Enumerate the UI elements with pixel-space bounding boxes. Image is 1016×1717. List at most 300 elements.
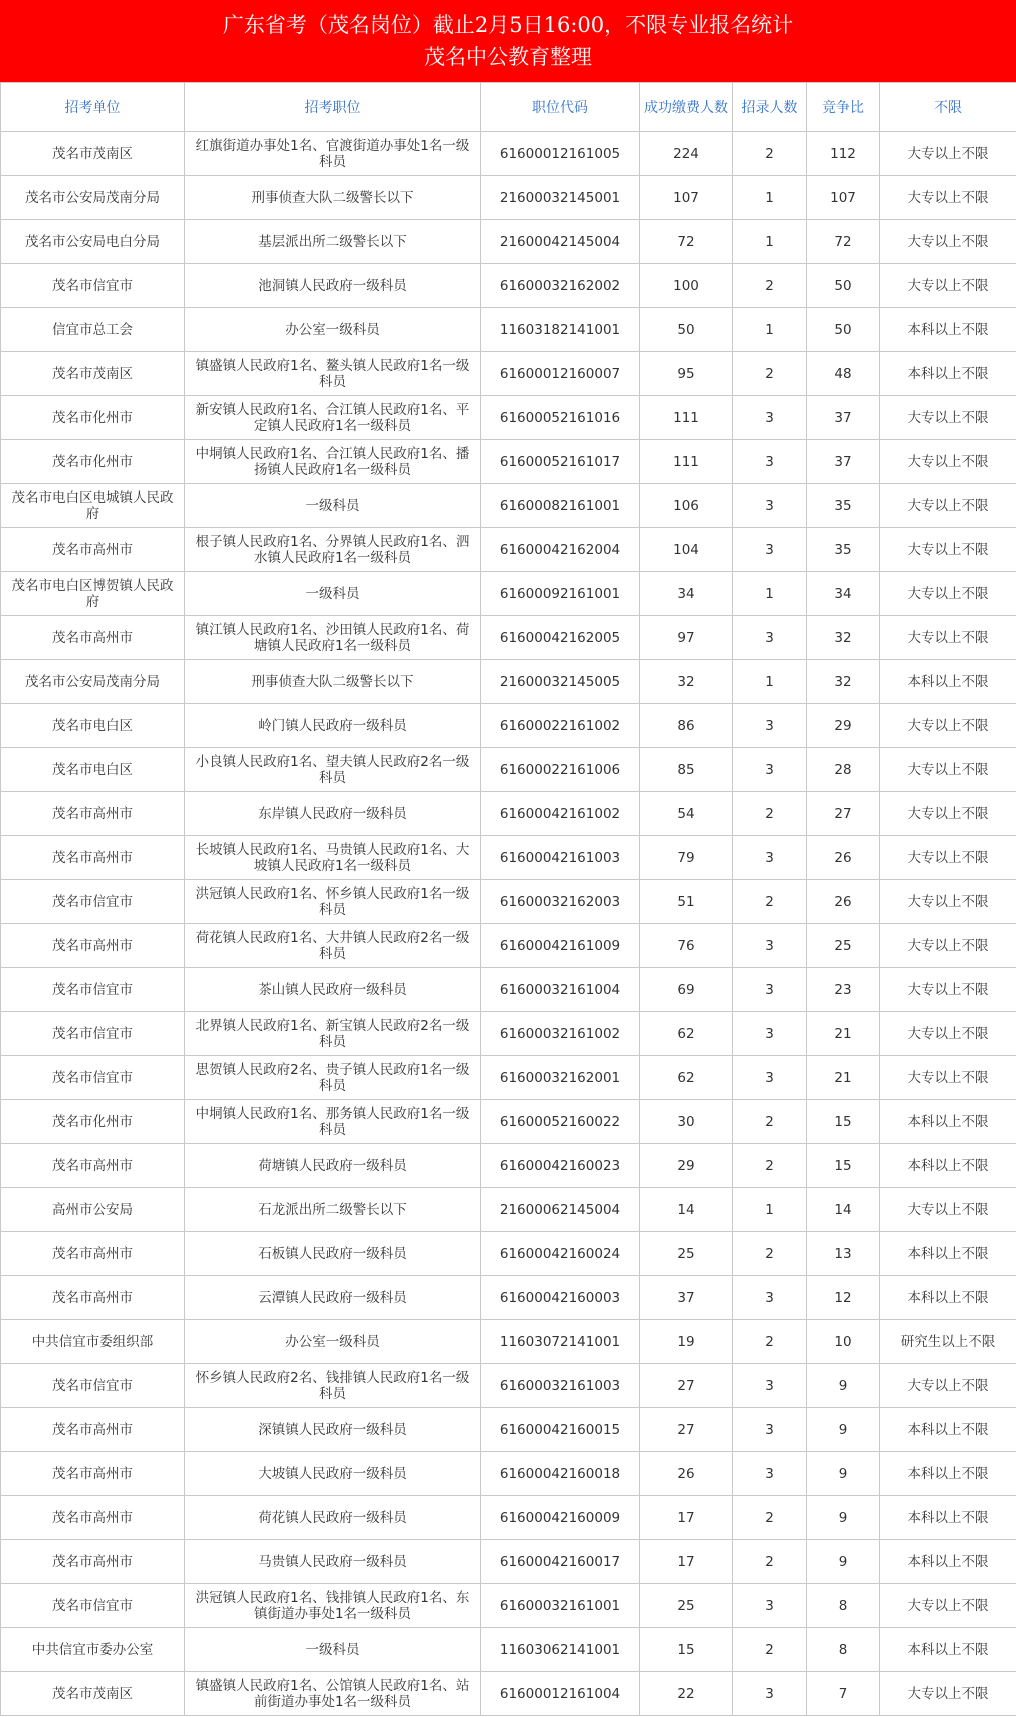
requirement-cell: 本科以上不限 bbox=[880, 308, 1016, 352]
code-cell: 61600092161001 bbox=[481, 572, 640, 616]
table-row bbox=[1, 308, 1016, 352]
table-row bbox=[1, 528, 1016, 572]
position-cell: 刑事侦查大队二级警长以下 bbox=[185, 176, 481, 220]
quota-cell: 2 bbox=[733, 264, 807, 308]
unit-cell: 信宜市总工会 bbox=[1, 308, 185, 352]
column-header-quota: 招录人数 bbox=[733, 83, 807, 132]
code-cell: 61600042160024 bbox=[481, 1232, 640, 1276]
applicants-cell: 22 bbox=[640, 1672, 733, 1716]
ratio-cell: 27 bbox=[807, 792, 880, 836]
ratio-cell: 9 bbox=[807, 1496, 880, 1540]
quota-cell: 3 bbox=[733, 528, 807, 572]
unit-cell: 茂名市电白区电城镇人民政府 bbox=[1, 484, 185, 528]
unit-cell: 茂名市信宜市 bbox=[1, 1584, 185, 1628]
ratio-cell: 35 bbox=[807, 528, 880, 572]
quota-cell: 3 bbox=[733, 396, 807, 440]
registration-table bbox=[0, 82, 1016, 1716]
unit-cell: 中共信宜市委组织部 bbox=[1, 1320, 185, 1364]
requirement-cell: 大专以上不限 bbox=[880, 1056, 1016, 1100]
title-line-1: 广东省考（茂名岗位）截止2月5日16:00，不限专业报名统计 bbox=[222, 13, 794, 37]
quota-cell: 2 bbox=[733, 1100, 807, 1144]
position-cell: 茶山镇人民政府一级科员 bbox=[185, 968, 481, 1012]
title-line-2: 茂名中公教育整理 bbox=[424, 45, 592, 69]
ratio-cell: 25 bbox=[807, 924, 880, 968]
ratio-cell: 8 bbox=[807, 1628, 880, 1672]
requirement-cell: 大专以上不限 bbox=[880, 1364, 1016, 1408]
table-row bbox=[1, 572, 1016, 616]
unit-cell: 茂名市高州市 bbox=[1, 616, 185, 660]
table-row bbox=[1, 1584, 1016, 1628]
quota-cell: 2 bbox=[733, 1628, 807, 1672]
table-row bbox=[1, 880, 1016, 924]
requirement-cell: 大专以上不限 bbox=[880, 220, 1016, 264]
requirement-cell: 大专以上不限 bbox=[880, 704, 1016, 748]
quota-cell: 1 bbox=[733, 660, 807, 704]
table-row bbox=[1, 1540, 1016, 1584]
table-row bbox=[1, 352, 1016, 396]
applicants-cell: 97 bbox=[640, 616, 733, 660]
requirement-cell: 本科以上不限 bbox=[880, 1144, 1016, 1188]
quota-cell: 2 bbox=[733, 1144, 807, 1188]
position-cell: 一级科员 bbox=[185, 1628, 481, 1672]
unit-cell: 茂名市信宜市 bbox=[1, 880, 185, 924]
position-cell: 云潭镇人民政府一级科员 bbox=[185, 1276, 481, 1320]
code-cell: 61600042160018 bbox=[481, 1452, 640, 1496]
requirement-cell: 本科以上不限 bbox=[880, 1496, 1016, 1540]
unit-cell: 茂名市高州市 bbox=[1, 836, 185, 880]
requirement-cell: 大专以上不限 bbox=[880, 1012, 1016, 1056]
table-row bbox=[1, 1188, 1016, 1232]
quota-cell: 2 bbox=[733, 352, 807, 396]
applicants-cell: 72 bbox=[640, 220, 733, 264]
applicants-cell: 37 bbox=[640, 1276, 733, 1320]
column-header-ratio: 竞争比 bbox=[807, 83, 880, 132]
position-cell: 东岸镇人民政府一级科员 bbox=[185, 792, 481, 836]
unit-cell: 茂名市高州市 bbox=[1, 1276, 185, 1320]
requirement-cell: 本科以上不限 bbox=[880, 1276, 1016, 1320]
quota-cell: 1 bbox=[733, 572, 807, 616]
quota-cell: 3 bbox=[733, 1276, 807, 1320]
unit-cell: 茂名市化州市 bbox=[1, 1100, 185, 1144]
ratio-cell: 8 bbox=[807, 1584, 880, 1628]
table-row bbox=[1, 220, 1016, 264]
applicants-cell: 26 bbox=[640, 1452, 733, 1496]
unit-cell: 茂名市高州市 bbox=[1, 924, 185, 968]
unit-cell: 高州市公安局 bbox=[1, 1188, 185, 1232]
requirement-cell: 大专以上不限 bbox=[880, 836, 1016, 880]
code-cell: 61600032162003 bbox=[481, 880, 640, 924]
applicants-cell: 25 bbox=[640, 1584, 733, 1628]
table-row bbox=[1, 132, 1016, 176]
quota-cell: 1 bbox=[733, 308, 807, 352]
code-cell: 11603072141001 bbox=[481, 1320, 640, 1364]
ratio-cell: 15 bbox=[807, 1144, 880, 1188]
ratio-cell: 15 bbox=[807, 1100, 880, 1144]
applicants-cell: 111 bbox=[640, 440, 733, 484]
code-cell: 61600042160009 bbox=[481, 1496, 640, 1540]
ratio-cell: 34 bbox=[807, 572, 880, 616]
position-cell: 一级科员 bbox=[185, 484, 481, 528]
position-cell: 思贺镇人民政府2名、贵子镇人民政府1名一级科员 bbox=[185, 1056, 481, 1100]
code-cell: 61600082161001 bbox=[481, 484, 640, 528]
applicants-cell: 95 bbox=[640, 352, 733, 396]
code-cell: 61600032161003 bbox=[481, 1364, 640, 1408]
quota-cell: 3 bbox=[733, 1408, 807, 1452]
position-cell: 荷塘镇人民政府一级科员 bbox=[185, 1144, 481, 1188]
applicants-cell: 76 bbox=[640, 924, 733, 968]
code-cell: 61600022161002 bbox=[481, 704, 640, 748]
applicants-cell: 107 bbox=[640, 176, 733, 220]
code-cell: 21600032145001 bbox=[481, 176, 640, 220]
requirement-cell: 大专以上不限 bbox=[880, 924, 1016, 968]
quota-cell: 3 bbox=[733, 484, 807, 528]
applicants-cell: 54 bbox=[640, 792, 733, 836]
code-cell: 61600042160023 bbox=[481, 1144, 640, 1188]
header-row bbox=[1, 83, 1016, 132]
quota-cell: 3 bbox=[733, 704, 807, 748]
column-header-applicants: 成功缴费人数 bbox=[640, 83, 733, 132]
ratio-cell: 9 bbox=[807, 1364, 880, 1408]
unit-cell: 茂名市高州市 bbox=[1, 1496, 185, 1540]
requirement-cell: 大专以上不限 bbox=[880, 1672, 1016, 1716]
table-body bbox=[1, 132, 1016, 1716]
unit-cell: 茂名市茂南区 bbox=[1, 132, 185, 176]
title-banner bbox=[0, 0, 1016, 82]
requirement-cell: 大专以上不限 bbox=[880, 748, 1016, 792]
requirement-cell: 大专以上不限 bbox=[880, 616, 1016, 660]
position-cell: 池洞镇人民政府一级科员 bbox=[185, 264, 481, 308]
applicants-cell: 17 bbox=[640, 1540, 733, 1584]
requirement-cell: 本科以上不限 bbox=[880, 1100, 1016, 1144]
unit-cell: 茂名市茂南区 bbox=[1, 1672, 185, 1716]
applicants-cell: 25 bbox=[640, 1232, 733, 1276]
table-row bbox=[1, 1056, 1016, 1100]
applicants-cell: 106 bbox=[640, 484, 733, 528]
applicants-cell: 111 bbox=[640, 396, 733, 440]
requirement-cell: 本科以上不限 bbox=[880, 1232, 1016, 1276]
unit-cell: 茂名市信宜市 bbox=[1, 1364, 185, 1408]
quota-cell: 1 bbox=[733, 1188, 807, 1232]
code-cell: 61600042161002 bbox=[481, 792, 640, 836]
table-row bbox=[1, 264, 1016, 308]
applicants-cell: 51 bbox=[640, 880, 733, 924]
quota-cell: 3 bbox=[733, 1672, 807, 1716]
column-header-code: 职位代码 bbox=[481, 83, 640, 132]
code-cell: 61600012161005 bbox=[481, 132, 640, 176]
position-cell: 大坡镇人民政府一级科员 bbox=[185, 1452, 481, 1496]
table-row bbox=[1, 1276, 1016, 1320]
code-cell: 61600042162005 bbox=[481, 616, 640, 660]
ratio-cell: 48 bbox=[807, 352, 880, 396]
requirement-cell: 本科以上不限 bbox=[880, 1540, 1016, 1584]
table-row bbox=[1, 176, 1016, 220]
code-cell: 11603182141001 bbox=[481, 308, 640, 352]
ratio-cell: 9 bbox=[807, 1540, 880, 1584]
quota-cell: 1 bbox=[733, 220, 807, 264]
unit-cell: 茂名市信宜市 bbox=[1, 1012, 185, 1056]
requirement-cell: 大专以上不限 bbox=[880, 572, 1016, 616]
ratio-cell: 7 bbox=[807, 1672, 880, 1716]
quota-cell: 2 bbox=[733, 1232, 807, 1276]
code-cell: 61600032162002 bbox=[481, 264, 640, 308]
applicants-cell: 15 bbox=[640, 1628, 733, 1672]
code-cell: 61600042160017 bbox=[481, 1540, 640, 1584]
quota-cell: 2 bbox=[733, 1496, 807, 1540]
code-cell: 61600032161002 bbox=[481, 1012, 640, 1056]
unit-cell: 茂名市电白区 bbox=[1, 748, 185, 792]
position-cell: 镇江镇人民政府1名、沙田镇人民政府1名、荷塘镇人民政府1名一级科员 bbox=[185, 616, 481, 660]
column-header-unit: 招考单位 bbox=[1, 83, 185, 132]
position-cell: 岭门镇人民政府一级科员 bbox=[185, 704, 481, 748]
unit-cell: 茂名市信宜市 bbox=[1, 264, 185, 308]
ratio-cell: 112 bbox=[807, 132, 880, 176]
code-cell: 61600032162001 bbox=[481, 1056, 640, 1100]
table-row bbox=[1, 660, 1016, 704]
table-row bbox=[1, 968, 1016, 1012]
unit-cell: 茂名市茂南区 bbox=[1, 352, 185, 396]
code-cell: 61600052160022 bbox=[481, 1100, 640, 1144]
applicants-cell: 32 bbox=[640, 660, 733, 704]
column-header-requirement: 不限 bbox=[880, 83, 1016, 132]
table-row bbox=[1, 924, 1016, 968]
requirement-cell: 大专以上不限 bbox=[880, 176, 1016, 220]
position-cell: 石板镇人民政府一级科员 bbox=[185, 1232, 481, 1276]
quota-cell: 3 bbox=[733, 924, 807, 968]
position-cell: 镇盛镇人民政府1名、鳌头镇人民政府1名一级科员 bbox=[185, 352, 481, 396]
applicants-cell: 79 bbox=[640, 836, 733, 880]
table-row bbox=[1, 1496, 1016, 1540]
requirement-cell: 大专以上不限 bbox=[880, 1584, 1016, 1628]
code-cell: 61600042160015 bbox=[481, 1408, 640, 1452]
ratio-cell: 14 bbox=[807, 1188, 880, 1232]
quota-cell: 2 bbox=[733, 792, 807, 836]
requirement-cell: 大专以上不限 bbox=[880, 264, 1016, 308]
quota-cell: 3 bbox=[733, 748, 807, 792]
position-cell: 长坡镇人民政府1名、马贵镇人民政府1名、大坡镇人民政府1名一级科员 bbox=[185, 836, 481, 880]
code-cell: 21600032145005 bbox=[481, 660, 640, 704]
ratio-cell: 28 bbox=[807, 748, 880, 792]
ratio-cell: 37 bbox=[807, 440, 880, 484]
quota-cell: 2 bbox=[733, 880, 807, 924]
requirement-cell: 大专以上不限 bbox=[880, 528, 1016, 572]
quota-cell: 2 bbox=[733, 132, 807, 176]
code-cell: 61600052161017 bbox=[481, 440, 640, 484]
position-cell: 新安镇人民政府1名、合江镇人民政府1名、平定镇人民政府1名一级科员 bbox=[185, 396, 481, 440]
position-cell: 办公室一级科员 bbox=[185, 308, 481, 352]
table-row bbox=[1, 1364, 1016, 1408]
ratio-cell: 23 bbox=[807, 968, 880, 1012]
ratio-cell: 13 bbox=[807, 1232, 880, 1276]
code-cell: 61600042161003 bbox=[481, 836, 640, 880]
applicants-cell: 19 bbox=[640, 1320, 733, 1364]
quota-cell: 3 bbox=[733, 1012, 807, 1056]
unit-cell: 茂名市电白区博贺镇人民政府 bbox=[1, 572, 185, 616]
requirement-cell: 本科以上不限 bbox=[880, 1452, 1016, 1496]
quota-cell: 3 bbox=[733, 616, 807, 660]
code-cell: 61600042161009 bbox=[481, 924, 640, 968]
unit-cell: 茂名市电白区 bbox=[1, 704, 185, 748]
requirement-cell: 本科以上不限 bbox=[880, 352, 1016, 396]
quota-cell: 2 bbox=[733, 1320, 807, 1364]
ratio-cell: 50 bbox=[807, 308, 880, 352]
requirement-cell: 大专以上不限 bbox=[880, 132, 1016, 176]
code-cell: 61600022161006 bbox=[481, 748, 640, 792]
code-cell: 61600012160007 bbox=[481, 352, 640, 396]
position-cell: 北界镇人民政府1名、新宝镇人民政府2名一级科员 bbox=[185, 1012, 481, 1056]
unit-cell: 茂名市高州市 bbox=[1, 792, 185, 836]
unit-cell: 茂名市高州市 bbox=[1, 1144, 185, 1188]
requirement-cell: 大专以上不限 bbox=[880, 440, 1016, 484]
table-row bbox=[1, 1672, 1016, 1716]
table-row bbox=[1, 836, 1016, 880]
applicants-cell: 86 bbox=[640, 704, 733, 748]
quota-cell: 3 bbox=[733, 968, 807, 1012]
unit-cell: 茂名市高州市 bbox=[1, 1540, 185, 1584]
unit-cell: 茂名市公安局电白分局 bbox=[1, 220, 185, 264]
quota-cell: 3 bbox=[733, 1452, 807, 1496]
unit-cell: 茂名市信宜市 bbox=[1, 1056, 185, 1100]
applicants-cell: 27 bbox=[640, 1364, 733, 1408]
ratio-cell: 50 bbox=[807, 264, 880, 308]
ratio-cell: 32 bbox=[807, 660, 880, 704]
table-row bbox=[1, 484, 1016, 528]
table-row bbox=[1, 616, 1016, 660]
position-cell: 刑事侦查大队二级警长以下 bbox=[185, 660, 481, 704]
applicants-cell: 69 bbox=[640, 968, 733, 1012]
position-cell: 中垌镇人民政府1名、合江镇人民政府1名、播扬镇人民政府1名一级科员 bbox=[185, 440, 481, 484]
requirement-cell: 大专以上不限 bbox=[880, 880, 1016, 924]
table-row bbox=[1, 704, 1016, 748]
ratio-cell: 10 bbox=[807, 1320, 880, 1364]
position-cell: 荷花镇人民政府一级科员 bbox=[185, 1496, 481, 1540]
position-cell: 根子镇人民政府1名、分界镇人民政府1名、泗水镇人民政府1名一级科员 bbox=[185, 528, 481, 572]
applicants-cell: 29 bbox=[640, 1144, 733, 1188]
code-cell: 61600052161016 bbox=[481, 396, 640, 440]
table-row bbox=[1, 1320, 1016, 1364]
requirement-cell: 大专以上不限 bbox=[880, 396, 1016, 440]
code-cell: 21600062145004 bbox=[481, 1188, 640, 1232]
unit-cell: 茂名市高州市 bbox=[1, 1232, 185, 1276]
requirement-cell: 大专以上不限 bbox=[880, 484, 1016, 528]
unit-cell: 茂名市化州市 bbox=[1, 440, 185, 484]
position-cell: 荷花镇人民政府1名、大井镇人民政府2名一级科员 bbox=[185, 924, 481, 968]
applicants-cell: 224 bbox=[640, 132, 733, 176]
position-cell: 洪冠镇人民政府1名、钱排镇人民政府1名、东镇街道办事处1名一级科员 bbox=[185, 1584, 481, 1628]
applicants-cell: 85 bbox=[640, 748, 733, 792]
position-cell: 怀乡镇人民政府2名、钱排镇人民政府1名一级科员 bbox=[185, 1364, 481, 1408]
table-row bbox=[1, 1452, 1016, 1496]
applicants-cell: 50 bbox=[640, 308, 733, 352]
code-cell: 61600042162004 bbox=[481, 528, 640, 572]
unit-cell: 中共信宜市委办公室 bbox=[1, 1628, 185, 1672]
position-cell: 一级科员 bbox=[185, 572, 481, 616]
quota-cell: 3 bbox=[733, 440, 807, 484]
ratio-cell: 9 bbox=[807, 1452, 880, 1496]
applicants-cell: 34 bbox=[640, 572, 733, 616]
position-cell: 中垌镇人民政府1名、那务镇人民政府1名一级科员 bbox=[185, 1100, 481, 1144]
position-cell: 洪冠镇人民政府1名、怀乡镇人民政府1名一级科员 bbox=[185, 880, 481, 924]
quota-cell: 3 bbox=[733, 1364, 807, 1408]
position-cell: 红旗街道办事处1名、官渡街道办事处1名一级科员 bbox=[185, 132, 481, 176]
ratio-cell: 107 bbox=[807, 176, 880, 220]
table-row bbox=[1, 1144, 1016, 1188]
table-row bbox=[1, 1628, 1016, 1672]
position-cell: 办公室一级科员 bbox=[185, 1320, 481, 1364]
unit-cell: 茂名市高州市 bbox=[1, 528, 185, 572]
column-header-position: 招考职位 bbox=[185, 83, 481, 132]
quota-cell: 3 bbox=[733, 1584, 807, 1628]
quota-cell: 3 bbox=[733, 836, 807, 880]
applicants-cell: 104 bbox=[640, 528, 733, 572]
table-row bbox=[1, 440, 1016, 484]
position-cell: 镇盛镇人民政府1名、公馆镇人民政府1名、站前街道办事处1名一级科员 bbox=[185, 1672, 481, 1716]
position-cell: 深镇镇人民政府一级科员 bbox=[185, 1408, 481, 1452]
code-cell: 11603062141001 bbox=[481, 1628, 640, 1672]
table-row bbox=[1, 1100, 1016, 1144]
requirement-cell: 大专以上不限 bbox=[880, 1188, 1016, 1232]
position-cell: 小良镇人民政府1名、望夫镇人民政府2名一级科员 bbox=[185, 748, 481, 792]
ratio-cell: 21 bbox=[807, 1012, 880, 1056]
requirement-cell: 研究生以上不限 bbox=[880, 1320, 1016, 1364]
ratio-cell: 26 bbox=[807, 880, 880, 924]
ratio-cell: 9 bbox=[807, 1408, 880, 1452]
position-cell: 马贵镇人民政府一级科员 bbox=[185, 1540, 481, 1584]
unit-cell: 茂名市高州市 bbox=[1, 1452, 185, 1496]
table-row bbox=[1, 792, 1016, 836]
requirement-cell: 大专以上不限 bbox=[880, 792, 1016, 836]
ratio-cell: 21 bbox=[807, 1056, 880, 1100]
position-cell: 基层派出所二级警长以下 bbox=[185, 220, 481, 264]
unit-cell: 茂名市信宜市 bbox=[1, 968, 185, 1012]
applicants-cell: 62 bbox=[640, 1012, 733, 1056]
table-row bbox=[1, 1408, 1016, 1452]
table-row bbox=[1, 396, 1016, 440]
position-cell: 石龙派出所二级警长以下 bbox=[185, 1188, 481, 1232]
applicants-cell: 27 bbox=[640, 1408, 733, 1452]
table-row bbox=[1, 748, 1016, 792]
quota-cell: 3 bbox=[733, 1056, 807, 1100]
code-cell: 61600032161004 bbox=[481, 968, 640, 1012]
code-cell: 61600042160003 bbox=[481, 1276, 640, 1320]
code-cell: 21600042145004 bbox=[481, 220, 640, 264]
applicants-cell: 30 bbox=[640, 1100, 733, 1144]
requirement-cell: 大专以上不限 bbox=[880, 968, 1016, 1012]
unit-cell: 茂名市高州市 bbox=[1, 1408, 185, 1452]
applicants-cell: 100 bbox=[640, 264, 733, 308]
ratio-cell: 72 bbox=[807, 220, 880, 264]
applicants-cell: 62 bbox=[640, 1056, 733, 1100]
table-row bbox=[1, 1232, 1016, 1276]
requirement-cell: 本科以上不限 bbox=[880, 1408, 1016, 1452]
ratio-cell: 29 bbox=[807, 704, 880, 748]
applicants-cell: 17 bbox=[640, 1496, 733, 1540]
table-header bbox=[1, 83, 1016, 132]
code-cell: 61600012161004 bbox=[481, 1672, 640, 1716]
applicants-cell: 14 bbox=[640, 1188, 733, 1232]
quota-cell: 2 bbox=[733, 1540, 807, 1584]
quota-cell: 1 bbox=[733, 176, 807, 220]
ratio-cell: 26 bbox=[807, 836, 880, 880]
ratio-cell: 37 bbox=[807, 396, 880, 440]
unit-cell: 茂名市公安局茂南分局 bbox=[1, 176, 185, 220]
table-row bbox=[1, 1012, 1016, 1056]
ratio-cell: 32 bbox=[807, 616, 880, 660]
code-cell: 61600032161001 bbox=[481, 1584, 640, 1628]
requirement-cell: 本科以上不限 bbox=[880, 660, 1016, 704]
requirement-cell: 本科以上不限 bbox=[880, 1628, 1016, 1672]
unit-cell: 茂名市化州市 bbox=[1, 396, 185, 440]
ratio-cell: 12 bbox=[807, 1276, 880, 1320]
